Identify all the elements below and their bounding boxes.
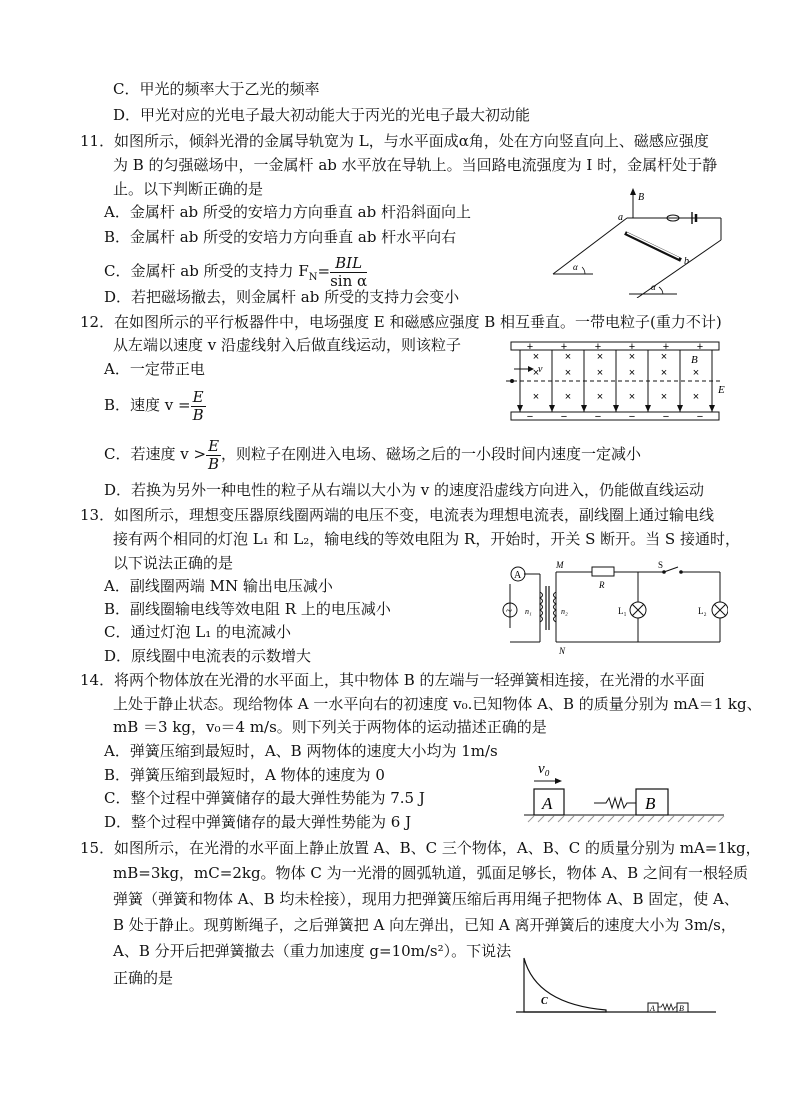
angle-arc-lower bbox=[659, 287, 663, 294]
hatch-16 bbox=[678, 816, 684, 822]
label-n2: n₂ bbox=[561, 607, 568, 616]
q11-fraction-denominator: sin α bbox=[330, 271, 368, 290]
q14-option-c: C．整个过程中弹簧储存的最大弹性势能为 7.5 J bbox=[104, 789, 425, 807]
plus-5: + bbox=[662, 341, 670, 353]
hatch-10 bbox=[618, 816, 624, 822]
field-arrowhead-7 bbox=[709, 405, 715, 412]
q11-option-c-subscript: N bbox=[308, 272, 318, 283]
label-L1: L₁ bbox=[618, 606, 627, 616]
switch-contact bbox=[679, 570, 683, 574]
label-M: M bbox=[556, 560, 564, 570]
cross-3-2: × bbox=[564, 391, 572, 403]
q13-figure bbox=[498, 560, 728, 656]
label-block-B: B bbox=[645, 794, 656, 813]
cross-1-4: × bbox=[628, 351, 636, 363]
cross-2-5: × bbox=[660, 367, 668, 379]
arc-track-C bbox=[524, 958, 606, 1012]
hatch-19 bbox=[708, 816, 714, 822]
q11-option-d: D．若把磁场撤去，则金属杆 ab 所受的支持力会变小 bbox=[104, 288, 460, 306]
label-alpha-upper: α bbox=[573, 262, 578, 272]
q14-option-d: D．整个过程中弹簧储存的最大弹性势能为 6 J bbox=[104, 813, 412, 831]
spring bbox=[658, 1004, 677, 1010]
top-plate bbox=[511, 342, 719, 350]
label-C: C bbox=[541, 996, 548, 1007]
q15-stem-line4: B 处于静止。现剪断绳子，之后弹簧把 A 向左弹出，已知 A 离开弹簧后的速度大小为 3m/s， bbox=[113, 916, 736, 934]
cross-2-4: × bbox=[628, 367, 636, 379]
q12-figure bbox=[506, 338, 732, 428]
q11-option-a: A．金属杆 ab 所受的安培力方向垂直 ab 杆沿斜面向上 bbox=[104, 203, 471, 221]
metal-rod-highlight bbox=[627, 233, 679, 258]
minus-6: − bbox=[696, 411, 704, 423]
hatch-7 bbox=[588, 816, 594, 822]
cross-2-2: × bbox=[564, 367, 572, 379]
q12-option-b-text: B．速度 v = bbox=[104, 396, 191, 414]
q12-option-b bbox=[104, 383, 206, 427]
b-field-arrowhead bbox=[630, 188, 636, 195]
plus-6: + bbox=[696, 341, 704, 353]
q12-option-c-rest: ，则粒子在刚进入电场、磁场之后的一小段时间内速度一定减小 bbox=[221, 445, 642, 463]
field-arrowhead-3 bbox=[581, 405, 587, 412]
q13-stem-line3: 以下说法正确的是 bbox=[113, 554, 234, 572]
label-n1: n₁ bbox=[525, 607, 532, 616]
q14-number: 14． bbox=[80, 671, 115, 689]
hatch-1 bbox=[528, 816, 534, 822]
q12-option-a: A．一定带正电 bbox=[104, 360, 205, 378]
q12-option-c-text: C．若速度 v > bbox=[104, 445, 207, 463]
rail-lower bbox=[637, 240, 721, 298]
label-L2: L₂ bbox=[698, 606, 707, 616]
q11-option-b: B．金属杆 ab 所受的安培力方向垂直 ab 杆水平向右 bbox=[104, 228, 457, 246]
hatch-20 bbox=[718, 816, 724, 822]
q15-stem-line5: A、B 分开后把弹簧撤去（重力加速度 g=10m/s²）。下说法 bbox=[113, 942, 512, 960]
hatch-12 bbox=[638, 816, 644, 822]
q14-figure bbox=[520, 755, 726, 823]
q13-option-b: B．副线圈输电线等效电阻 R 上的电压减小 bbox=[104, 600, 391, 618]
q11-number: 11． bbox=[80, 132, 115, 150]
cross-1-5: × bbox=[660, 351, 668, 363]
q12-option-c-numerator: E bbox=[208, 436, 220, 455]
q11-option-c-text: C．金属杆 ab 所受的支持力 F bbox=[104, 262, 309, 280]
q15-stem-line3: 弹簧（弹簧和物体 A、B 均未栓接），现用力把弹簧压缩后再用绳子把物体 A、B 固定，使 A、 bbox=[113, 890, 739, 908]
bottom-plate bbox=[511, 412, 719, 420]
label-B: B bbox=[691, 354, 698, 366]
q15-number: 15． bbox=[80, 839, 115, 857]
cross-1-1: × bbox=[532, 351, 540, 363]
hatch-8 bbox=[598, 816, 604, 822]
label-v: v bbox=[538, 364, 543, 375]
q13-option-a: A．副线圈两端 MN 输出电压减小 bbox=[104, 577, 333, 595]
field-arrowhead-2 bbox=[549, 405, 555, 412]
plus-1: + bbox=[526, 341, 534, 353]
hatch-18 bbox=[698, 816, 704, 822]
q13-option-d: D．原线圈中电流表的示数增大 bbox=[104, 647, 312, 665]
label-a: a bbox=[618, 212, 623, 223]
q11-fraction bbox=[330, 255, 367, 290]
q11-option-c-eq: = bbox=[317, 262, 331, 280]
particle-dot bbox=[510, 379, 514, 383]
hatch-6 bbox=[578, 816, 584, 822]
q12-option-d: D．若换为另外一种电性的粒子从右端以大小为 v 的速度沿虚线方向进入，仍能做直线运动 bbox=[104, 481, 705, 499]
plus-2: + bbox=[560, 341, 568, 353]
q13-stem-line2: 接有两个相同的灯泡 L₁ 和 L₂，输电线的等效电阻为 R，开始时，开关 S 断开。当 S 接通时， bbox=[113, 530, 740, 548]
q12-option-b-numerator: E bbox=[192, 387, 204, 406]
hatch-3 bbox=[548, 816, 554, 822]
switch-pivot bbox=[662, 570, 666, 574]
field-arrowhead-4 bbox=[613, 405, 619, 412]
q12-option-c bbox=[104, 432, 641, 476]
minus-3: − bbox=[594, 411, 602, 423]
field-arrowhead-5 bbox=[645, 405, 651, 412]
spring bbox=[594, 798, 636, 808]
q15-stem-line6: 正确的是 bbox=[113, 969, 174, 987]
q11-stem-line1: 如图所示，倾斜光滑的金属导轨宽为 L，与水平面成α角，处在方向竖直向上、磁感应强度 bbox=[114, 132, 709, 150]
label-v0: v₀ bbox=[538, 761, 550, 777]
cross-3-3: × bbox=[596, 391, 604, 403]
q13-stem-line1: 如图所示，理想变压器原线圈两端的电压不变，电流表为理想电流表，副线圈上通过输电线 bbox=[114, 506, 715, 524]
q14-option-a: A．弹簧压缩到最短时，A、B 两物体的速度大小均为 1m/s bbox=[104, 742, 498, 760]
rail-upper-left bbox=[553, 218, 627, 274]
cross-1-3: × bbox=[596, 351, 604, 363]
q13-number: 13． bbox=[80, 506, 115, 524]
metal-rod-ab bbox=[625, 233, 681, 260]
cross-2-3: × bbox=[596, 367, 604, 379]
label-N: N bbox=[559, 646, 566, 656]
resistor-R bbox=[592, 567, 614, 576]
label-alpha-lower: α bbox=[651, 282, 656, 292]
cross-3-5: × bbox=[660, 391, 668, 403]
label-S: S bbox=[658, 560, 664, 570]
hatch-15 bbox=[668, 816, 674, 822]
label-b: b bbox=[684, 256, 689, 267]
hatch-17 bbox=[688, 816, 694, 822]
q10-option-d: D．甲光对应的光电子最大初动能大于丙光的光电子最大初动能 bbox=[113, 106, 531, 124]
q15-stem-line2: mB=3kg，mC=2kg。物体 C 为一光滑的圆弧轨道，弧面足够长，物体 A、B 之间有一根轻质 bbox=[113, 864, 748, 882]
label-ammeter-A: A bbox=[514, 570, 522, 581]
q11-figure bbox=[545, 188, 725, 298]
hatch-5 bbox=[568, 816, 574, 822]
q12-option-b-denominator: B bbox=[192, 405, 204, 424]
field-arrowhead-1 bbox=[517, 405, 523, 412]
hatch-13 bbox=[648, 816, 654, 822]
q12-number: 12． bbox=[80, 313, 115, 331]
q12-option-c-denominator: B bbox=[208, 454, 220, 473]
q11-stem-line3: 止。以下判断正确的是 bbox=[113, 180, 264, 198]
hatch-4 bbox=[558, 816, 564, 822]
cross-3-4: × bbox=[628, 391, 636, 403]
cross-3-1: × bbox=[532, 391, 540, 403]
minus-4: − bbox=[628, 411, 636, 423]
hatch-14 bbox=[658, 816, 664, 822]
q11-stem-line2: 为 B 的匀强磁场中，一金属杆 ab 水平放在导轨上。当回路电流强度为 I 时，金属杆处于静 bbox=[113, 156, 718, 174]
q14-stem-line1: 将两个物体放在光滑的水平面上，其中物体 B 的左端与一轻弹簧相连接，在光滑的水平面 bbox=[114, 671, 705, 689]
label-ac-symbol: ~ bbox=[506, 605, 512, 617]
angle-arc-upper bbox=[582, 267, 585, 274]
label-R: R bbox=[599, 580, 605, 590]
q11-fraction-numerator: BIL bbox=[330, 255, 367, 273]
q12-stem-line2: 从左端以速度 v 沿虚线射入后做直线运动，则该粒子 bbox=[113, 336, 462, 354]
minus-1: − bbox=[526, 411, 534, 423]
q14-stem-line2: 上处于静止状态。现给物体 A 一水平向右的初速度 v₀.已知物体 A、B 的质量分别为 mA＝1 kg、 bbox=[113, 695, 762, 713]
hatch-9 bbox=[608, 816, 614, 822]
q10-option-c: C．甲光的频率大于乙光的频率 bbox=[113, 80, 320, 98]
velocity-v0-arrowhead bbox=[555, 778, 562, 784]
hatch-2 bbox=[538, 816, 544, 822]
minus-5: − bbox=[662, 411, 670, 423]
cross-2-6: × bbox=[692, 367, 700, 379]
q13-option-c: C．通过灯泡 L₁ 的电流减小 bbox=[104, 623, 291, 641]
q12-stem-line1: 在如图所示的平行板器件中，电场强度 E 和磁感应强度 B 相互垂直。一带电粒子(重力不计) bbox=[114, 313, 722, 331]
q12-option-c-fraction bbox=[206, 438, 221, 473]
q15-figure bbox=[516, 952, 716, 1016]
label-B: B bbox=[638, 192, 645, 203]
label-B: B bbox=[679, 1004, 684, 1013]
label-A: A bbox=[650, 1004, 655, 1013]
minus-2: − bbox=[560, 411, 568, 423]
q15-stem-line1: 如图所示，在光滑的水平面上静止放置 A、B、C 三个物体，A、B、C 的质量分别为 mA=1kg， bbox=[114, 839, 761, 857]
switch-S-blade bbox=[664, 567, 678, 572]
plus-4: + bbox=[628, 341, 636, 353]
hatch-11 bbox=[628, 816, 634, 822]
cross-2-1: × bbox=[532, 367, 540, 379]
q14-stem-line3: mB ＝3 kg，v₀＝4 m/s。则下列关于两物体的运动描述正确的是 bbox=[113, 718, 547, 736]
q14-option-b: B．弹簧压缩到最短时，A 物体的速度为 0 bbox=[104, 766, 385, 784]
field-arrowhead-6 bbox=[677, 405, 683, 412]
cross-1-2: × bbox=[564, 351, 572, 363]
plus-3: + bbox=[594, 341, 602, 353]
cross-3-6: × bbox=[692, 391, 700, 403]
label-E: E bbox=[718, 384, 725, 396]
q12-option-b-fraction bbox=[191, 389, 206, 424]
label-block-A: A bbox=[542, 794, 553, 813]
